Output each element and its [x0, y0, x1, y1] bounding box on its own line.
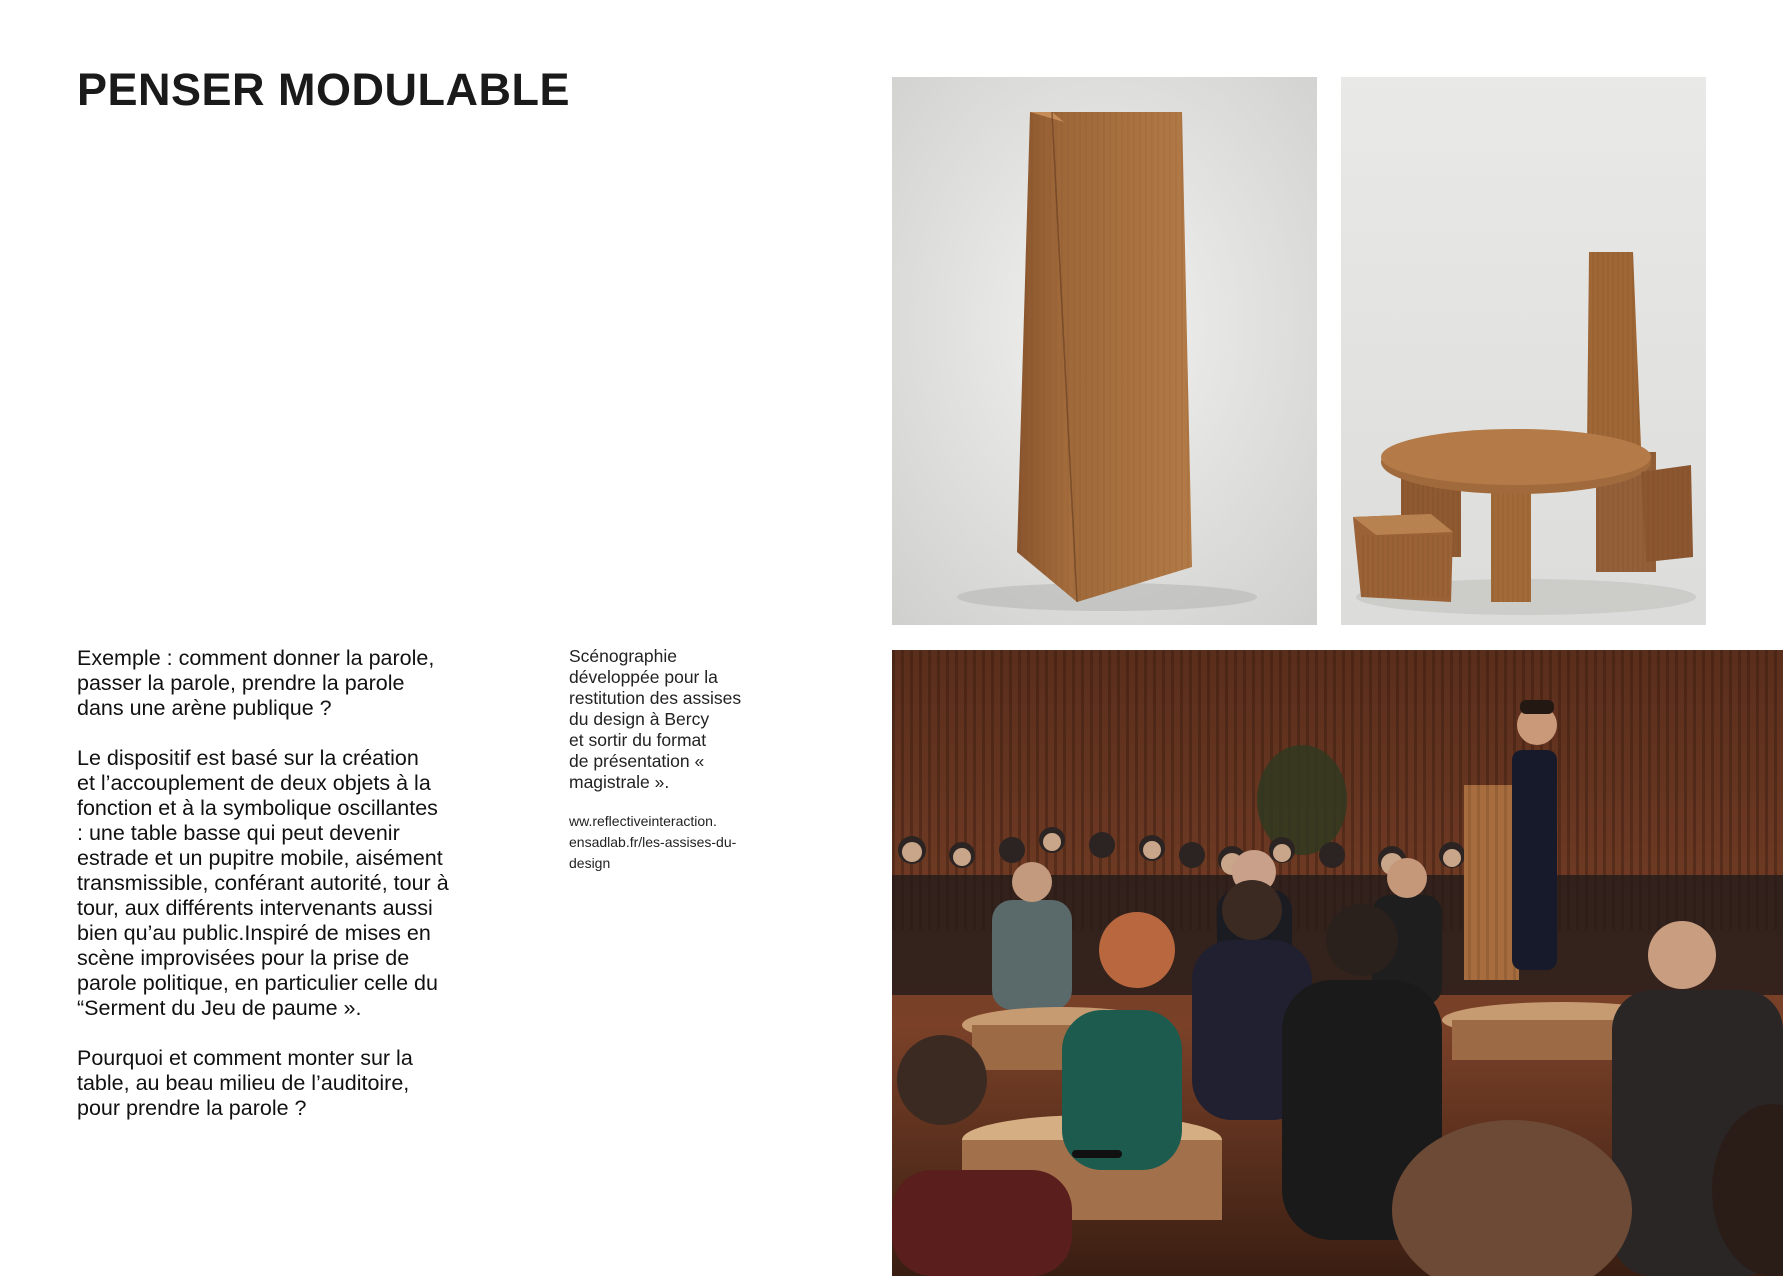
paragraph-question: Pourquoi et comment monter sur la table, au beau milieu de l’auditoire, pour prendre la parole ?	[77, 1046, 413, 1120]
paragraph-description: Le dispositif est basé sur la création et l’accouplement de deux objets à la fonction et à la symbolique oscillantes : une table basse qui peut devenir estrade et un pupitre mobile, aisément transmissible, conférant autorité, tour à tour, aux différents intervenants aussi bien qu’au public.Inspiré de mises en scène improvisées pour la prise de parole politique, en particulier celle du “Serment du Jeu de paume ».	[77, 746, 449, 1020]
photo-caption	[569, 646, 784, 874]
page-title: PENSER MODULABLE	[77, 64, 571, 115]
photo-wooden-lectern	[892, 77, 1317, 625]
main-text	[77, 646, 497, 1146]
caption-text: Scénographie développée pour la restitution des assises du design à Bercy et sortir du format de présentation « magistrale ».	[569, 646, 742, 792]
photo-wooden-table-set	[1341, 77, 1706, 625]
paragraph-intro: Exemple : comment donner la parole, passer la parole, prendre la parole dans une arène publique ?	[77, 646, 435, 720]
caption-link: ww.reflectiveinteraction. ensadlab.fr/les-assises-du- design	[569, 813, 737, 871]
photo-assises-event	[892, 650, 1783, 1276]
